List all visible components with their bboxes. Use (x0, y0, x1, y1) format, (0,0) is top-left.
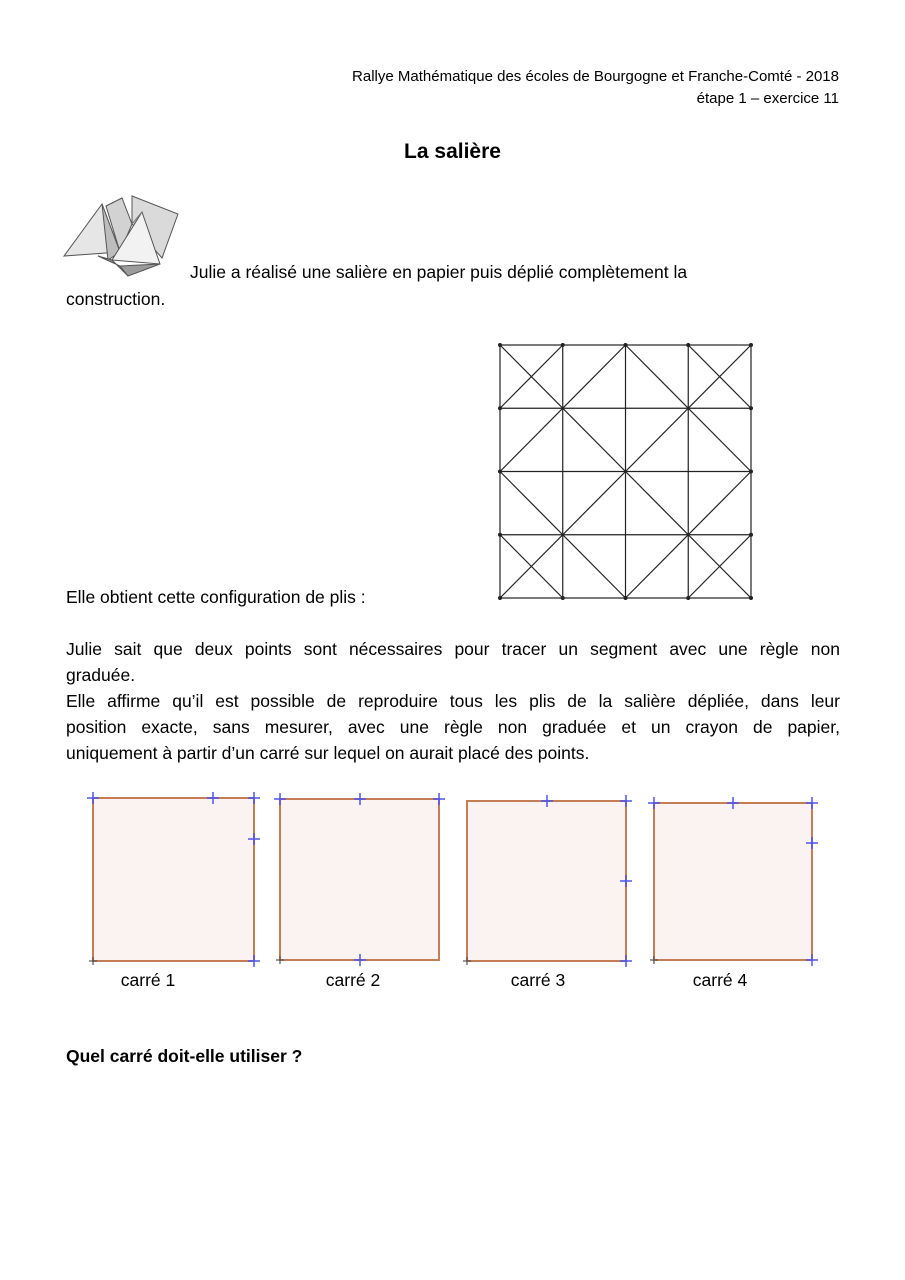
square-3-label: carré 3 (510, 970, 566, 990)
header-line-2: étape 1 – exercice 11 (696, 90, 839, 107)
paragraph-1-line-2: graduée. (66, 665, 136, 685)
paragraph-2-line-3: uniquement à partir d’un carré sur lequel on aurait placé des points. (66, 743, 590, 763)
intro-line-1: Julie a réalisé une salière en papier puis déplié complètement la (190, 262, 688, 282)
paper-fortune-teller-image (62, 194, 180, 278)
document-header (352, 66, 839, 110)
square-4 (654, 803, 814, 961)
page-title: La salière (404, 140, 501, 163)
square-2 (280, 799, 440, 961)
paragraph-1-line-1: Julie sait que deux points sont nécessaires pour tracer un segment avec une règle non (66, 639, 840, 659)
paragraph-2-line-2: position exacte, sans mesurer, avec une règle non graduée et un crayon de papier, (66, 717, 840, 737)
header-line-1: Rallye Mathématique des écoles de Bourgogne et Franche-Comté - 2018 (352, 68, 839, 85)
intro-line-2: construction. (66, 289, 166, 309)
square-1 (93, 798, 255, 962)
square-3 (467, 801, 627, 961)
paragraph-2-line-1: Elle affirme qu’il est possible de reproduire tous les plis de la salière dépliée, dans leur (66, 691, 840, 711)
square-1-label: carré 1 (120, 970, 176, 990)
crease-pattern-diagram (500, 345, 752, 599)
square-4-label: carré 4 (692, 970, 748, 990)
config-caption: Elle obtient cette configuration de plis : (66, 587, 366, 607)
square-2-label: carré 2 (325, 970, 381, 990)
question: Quel carré doit-elle utiliser ? (66, 1046, 303, 1066)
